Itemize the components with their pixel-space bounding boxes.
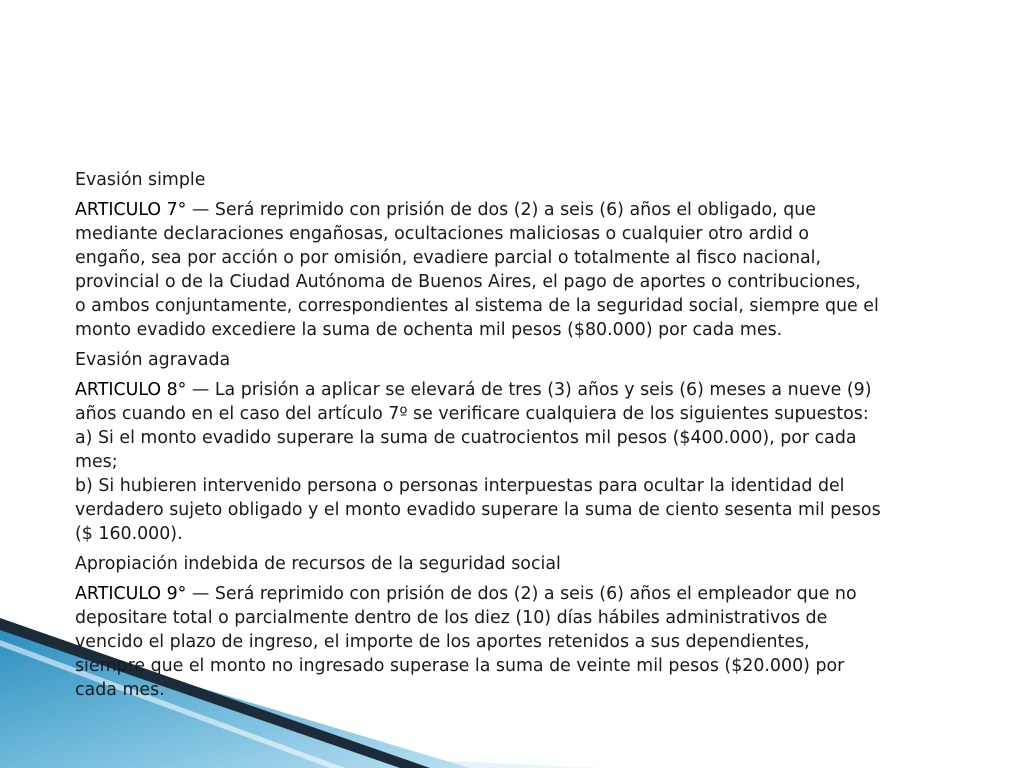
document-body: [75, 168, 975, 708]
article-8-line: ($ 160.000).: [75, 524, 183, 544]
article-7-label: ARTICULO 7°: [75, 200, 187, 220]
article-7-line: — Será reprimido con prisión de dos (2) a seis (6) años el obligado, que: [186, 200, 816, 220]
article-8-label: ARTICULO 8°: [75, 380, 187, 400]
article-9-line: cada mes.: [75, 680, 165, 700]
article-8-line: — La prisión a aplicar se elevará de tres (3) años y seis (6) meses a nueve (9): [186, 380, 872, 400]
article-8-line: mes;: [75, 452, 118, 472]
article-7-line: mediante declaraciones engañosas, ocultaciones maliciosas o cualquier otro ardid o: [75, 224, 810, 244]
article-7-line: o ambos conjuntamente, correspondientes al sistema de la seguridad social, siempre que el: [75, 296, 879, 316]
section-heading-apropiacion-indebida: Apropiación indebida de recursos de la seguridad social: [75, 554, 561, 574]
article-8-line: años cuando en el caso del artículo 7º se verificare cualquiera de los siguientes supuestos:: [75, 404, 869, 424]
article-9-line: vencido el plazo de ingreso, el importe de los aportes retenidos a sus dependientes,: [75, 632, 810, 652]
article-9-line: — Será reprimido con prisión de dos (2) a seis (6) años el empleador que no: [186, 584, 857, 604]
article-9-label: ARTICULO 9°: [75, 584, 187, 604]
article-8-line: b) Si hubieren intervenido persona o personas interpuestas para ocultar la identidad del: [75, 476, 845, 496]
article-7-paragraph: [75, 198, 975, 342]
article-9-line: depositare total o parcialmente dentro de los diez (10) días hábiles administrativos de: [75, 608, 828, 628]
article-7-line: provincial o de la Ciudad Autónoma de Buenos Aires, el pago de aportes o contribuciones,: [75, 272, 861, 292]
article-9-line: siempre que el monto no ingresado superase la suma de veinte mil pesos ($20.000) por: [75, 656, 845, 676]
article-7-line: monto evadido excediere la suma de ochenta mil pesos ($80.000) por cada mes.: [75, 320, 783, 340]
article-8-paragraph: [75, 378, 975, 546]
article-8-line: verdadero sujeto obligado y el monto evadido superare la suma de ciento sesenta mil pesos: [75, 500, 881, 520]
section-heading-evasion-agravada: Evasión agravada: [75, 350, 231, 370]
article-7-line: engaño, sea por acción o por omisión, evadiere parcial o totalmente al fisco nacional,: [75, 248, 822, 268]
article-8-line: a) Si el monto evadido superare la suma de cuatrocientos mil pesos ($400.000), por cada: [75, 428, 857, 448]
section-heading-evasion-simple: Evasión simple: [75, 170, 206, 190]
article-9-paragraph: [75, 582, 975, 702]
